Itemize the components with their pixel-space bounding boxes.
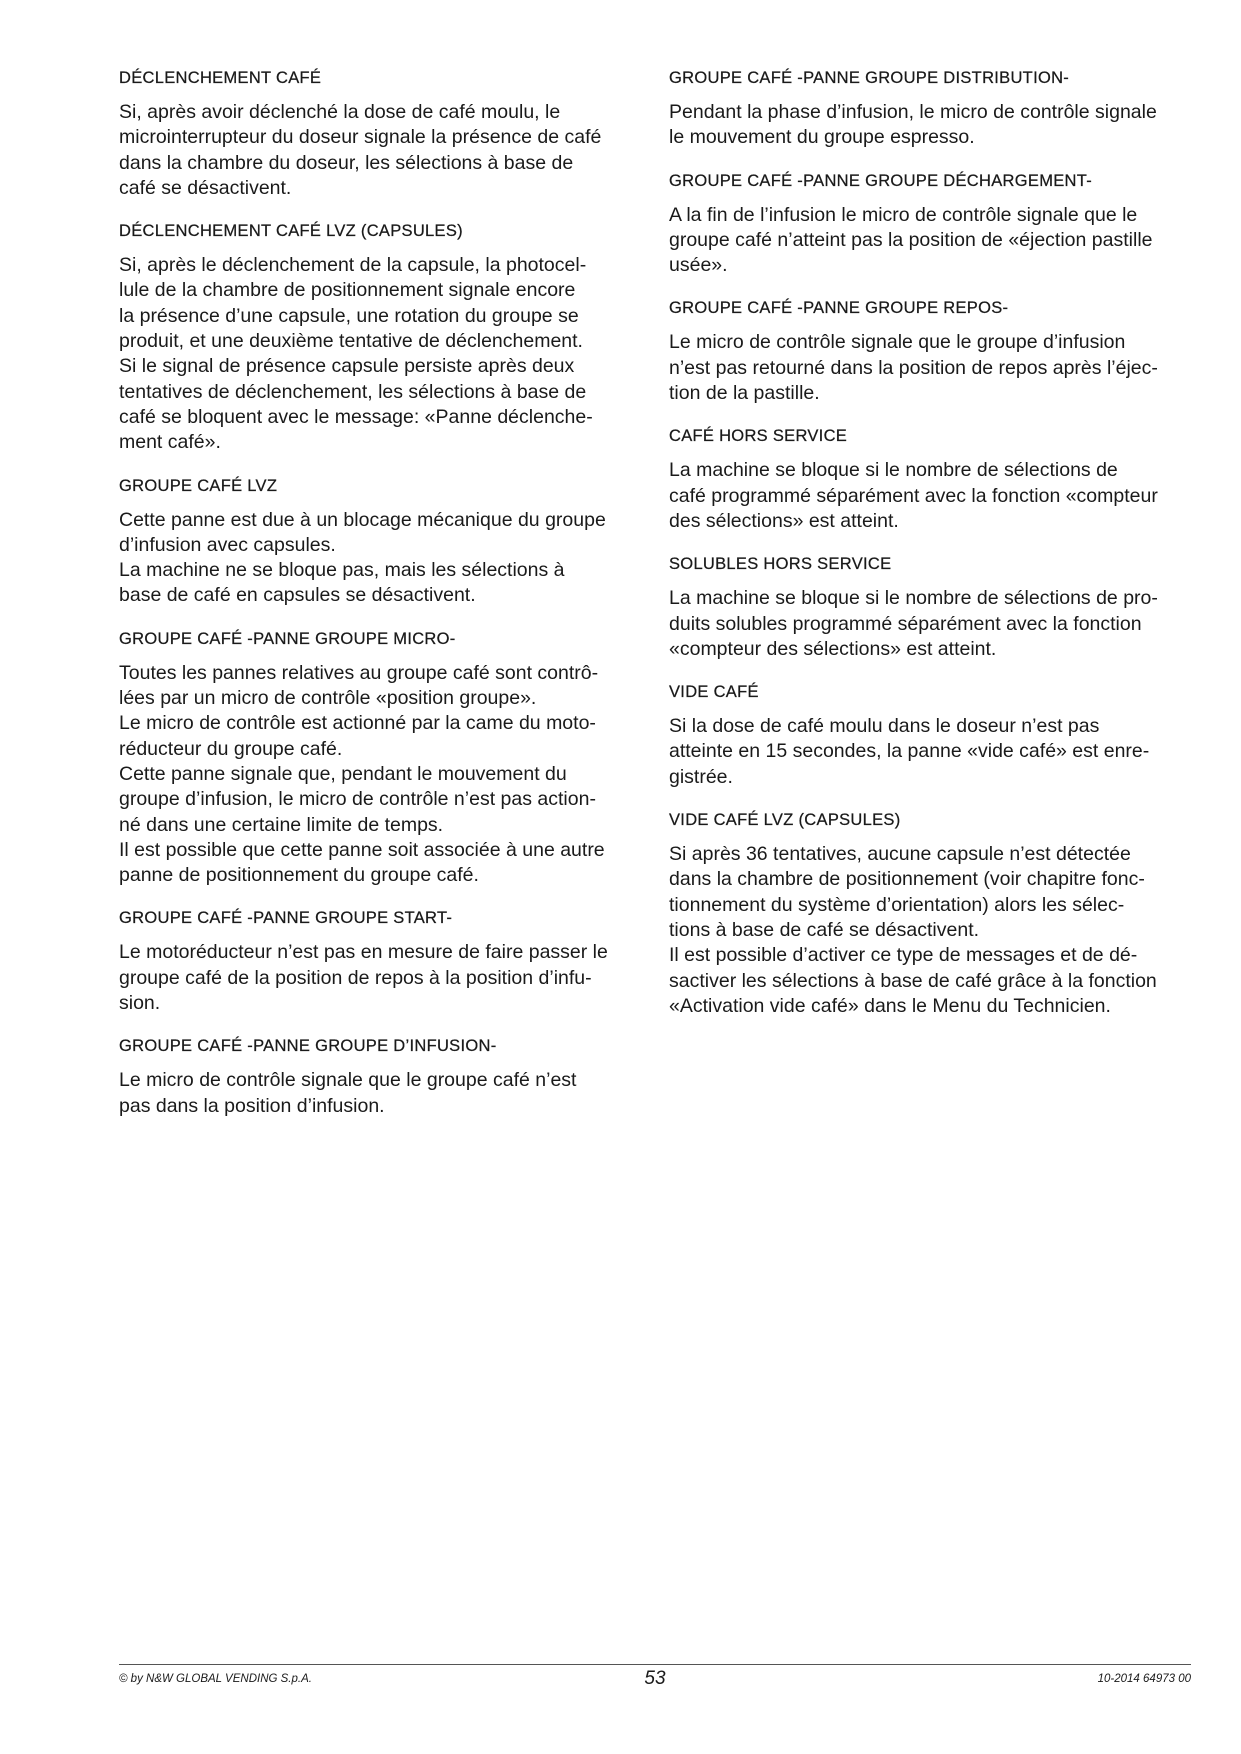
section-solubles-hors-service <box>669 554 1189 662</box>
section-declenchement-cafe-lvz <box>119 221 639 455</box>
section-heading: DÉCLENCHEMENT CAFÉ <box>119 69 322 87</box>
section-text: La machine se bloque si le nombre de sélections de café programmé séparément avec la fonction «compteur des sélections» est atteint. <box>669 459 1158 532</box>
section-text: Le motoréducteur n’est pas en mesure de faire passer le groupe café de la position de repos à la position d’infu- sion. <box>119 941 608 1015</box>
page-number: 53 <box>644 1668 666 1689</box>
section-groupe-cafe-lvz <box>119 476 639 609</box>
section-heading: GROUPE CAFÉ -PANNE GROUPE REPOS- <box>669 299 1009 318</box>
section-heading: VIDE CAFÉ LVZ (CAPSULES) <box>669 811 901 830</box>
section-panne-groupe-start <box>119 908 639 1016</box>
section-text: Toutes les pannes relatives au groupe café sont contrô- lées par un micro de contrôle «position groupe». Le micro de contrôle est actionné par la came du moto- réducteur du groupe café. Cette panne signale que, pendant le mouvement du groupe d’infusion, le micro de contrôle n’est pas action- né dans une certaine limite de temps. Il est possible que cette panne soit associée à une autre panne de positionnement du groupe café. <box>119 661 605 887</box>
section-text: Le micro de contrôle signale que le groupe d’infusion n’est pas retourné dans la position de repos après l’éjec- tion de la pastille. <box>669 331 1158 405</box>
section-vide-cafe <box>669 682 1189 790</box>
section-text: Si, après le déclenchement de la capsule, la photocel- lule de la chambre de positionnement signale encore la présence d’une capsule, une rotation du groupe se produit, et une deuxième tentative de déclenchement. Si le signal de présence capsule persiste après deux tentatives de déclenchement, les sélections à base de café se bloquent avec le message: «Panne déclenche- ment café». <box>119 254 593 454</box>
section-vide-cafe-lvz <box>669 810 1189 1019</box>
section-heading: GROUPE CAFÉ -PANNE GROUPE DISTRIBUTION- <box>669 69 1070 87</box>
section-heading: VIDE CAFÉ <box>669 683 759 702</box>
section-text: Le micro de contrôle signale que le groupe café n’est pas dans la position d’infusion. <box>119 1069 577 1117</box>
section-cafe-hors-service <box>669 426 1189 534</box>
section-text: A la fin de l’infusion le micro de contrôle signale que le groupe café n’atteint pas la position de «éjection pastille usée». <box>669 203 1153 277</box>
page-footer <box>119 1668 1191 1690</box>
section-heading: CAFÉ HORS SERVICE <box>669 427 848 446</box>
section-heading: GROUPE CAFÉ -PANNE GROUPE D’INFUSION- <box>119 1037 497 1056</box>
section-declenchement-cafe <box>119 68 639 201</box>
section-heading: DÉCLENCHEMENT CAFÉ LVZ (CAPSULES) <box>119 222 463 241</box>
section-panne-groupe-distribution <box>669 68 1189 151</box>
left-column <box>119 68 639 1139</box>
section-heading: GROUPE CAFÉ -PANNE GROUPE MICRO- <box>119 629 456 648</box>
section-text: Si après 36 tentatives, aucune capsule n’est détectée dans la chambre de positionnement (voir chapitre fonc- tionnement du système d’orientation) alors les sélec- tions à base de café se désactivent. Il est possible d’activer ce type de messages et de dé- sactiver les sélections à base de café grâce à la fonction «Activation vide café» dans le Menu du Technicien. <box>669 843 1157 1017</box>
section-text: Pendant la phase d’infusion, le micro de contrôle signale le mouvement du groupe espresso. <box>669 101 1157 149</box>
footer-divider <box>119 1664 1191 1665</box>
section-heading: GROUPE CAFÉ LVZ <box>119 476 278 495</box>
section-text: Si la dose de café moulu dans le doseur n’est pas atteinte en 15 secondes, la panne «vide café» est enre- gistrée. <box>669 715 1150 788</box>
section-text: Si, après avoir déclenché la dose de café moulu, le microinterrupteur du doseur signale la présence de café dans la chambre du doseur, les sélections à base de café se désactivent. <box>119 101 602 199</box>
right-column <box>669 68 1189 1039</box>
section-heading: GROUPE CAFÉ -PANNE GROUPE START- <box>119 909 453 928</box>
section-panne-groupe-repos <box>669 298 1189 406</box>
footer-copyright: © by N&W GLOBAL VENDING S.p.A. <box>119 1673 312 1685</box>
footer-doc-code: 10-2014 64973 00 <box>1097 1673 1191 1685</box>
section-heading: GROUPE CAFÉ -PANNE GROUPE DÉCHARGEMENT- <box>669 171 1093 190</box>
section-panne-groupe-infusion <box>119 1036 639 1119</box>
section-text: Cette panne est due à un blocage mécanique du groupe d’infusion avec capsules. La machine ne se bloque pas, mais les sélections à base de café en capsules se désactivent. <box>119 508 606 607</box>
section-panne-groupe-dechargement <box>669 171 1189 279</box>
section-text: La machine se bloque si le nombre de sélections de pro- duits solubles programmé séparément avec la fonction «compteur des sélections» est atteint. <box>669 587 1158 660</box>
section-heading: SOLUBLES HORS SERVICE <box>669 555 892 574</box>
section-panne-groupe-micro <box>119 629 639 889</box>
